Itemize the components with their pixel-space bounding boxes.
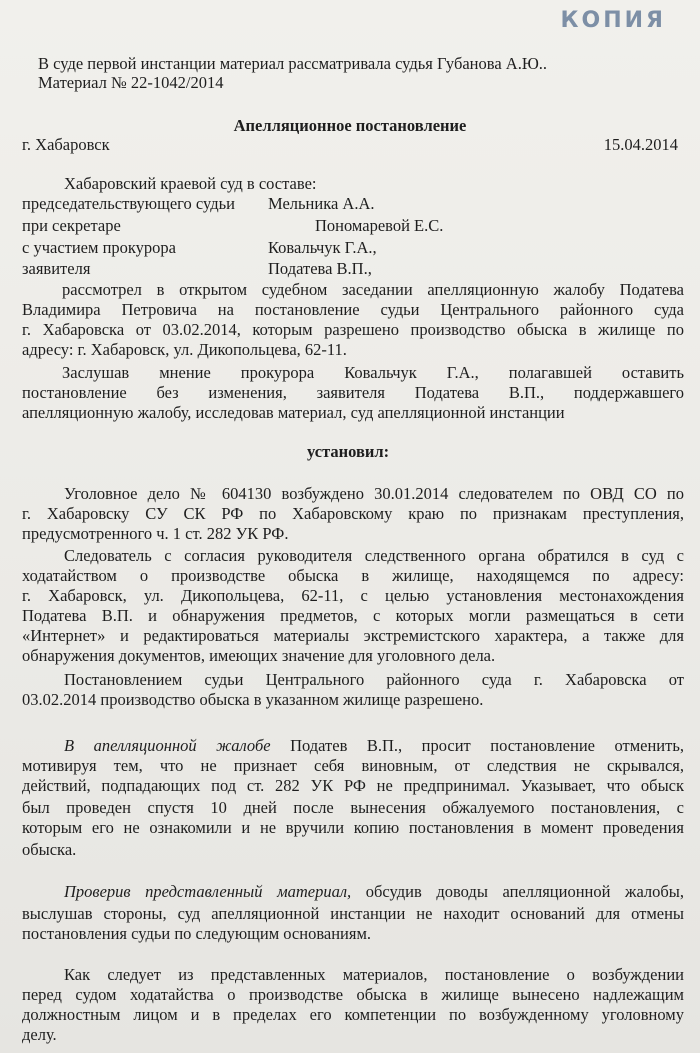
court-role: при секретаре: [22, 216, 121, 235]
header-material-number: Материал № 22-1042/2014: [38, 73, 224, 92]
paragraph-line: постановления судьи по следующим основаниям.: [22, 924, 372, 943]
paragraph-line: Следователь с согласия руководителя следственного органа обратился в суд с: [64, 546, 684, 565]
paragraph-line: апелляционную жалобу, исследовав материал, суд апелляционной инстанции: [22, 403, 565, 422]
paragraph-line: мотивируя тем, что не признает себя виновным, от следствия не скрывался,: [22, 756, 684, 775]
paragraph-line: постановление без изменения, заявителя Податева В.П., поддержавшего: [22, 383, 684, 402]
paragraph-line: обыска.: [22, 840, 77, 859]
paragraph-line: Уголовное дело № 604130 возбуждено 30.01.2014 следователем по ОВД СО по: [64, 484, 684, 503]
paragraph-line: «Интернет» и редактироваться материалы экстремистского характера, а также для: [22, 626, 684, 645]
court-person-name: Пономаревой Е.С.: [315, 216, 444, 235]
paragraph-line: 03.02.2014 производство обыска в указанном жилище разрешено.: [22, 690, 484, 709]
city: г. Хабаровск: [22, 135, 110, 154]
document-date: 15.04.2014: [603, 135, 678, 154]
review-lead-italic: Проверив представленный материал,: [64, 882, 352, 901]
paragraph-line: обнаружения документов, имеющих значение для уголовного дела.: [22, 646, 496, 665]
court-person-name: Мельника А.А.: [268, 194, 375, 213]
court-role: заявителя: [22, 259, 91, 278]
court-role: председательствующего судьи: [22, 194, 235, 213]
paragraph-line: Податева В.П. и обнаружения предметов, с которых могли размещаться в сети: [22, 606, 684, 625]
paragraph-line: должностным лицом и в пределах его компетенции по возбужденному уголовному: [22, 1005, 684, 1024]
paragraph-line: В апелляционной жалобе Податев В.П., просит постановление отменить,: [64, 736, 684, 755]
court-person-name: Ковальчук Г.А.,: [268, 238, 377, 257]
paragraph-line: предусмотренного ч. 1 ст. 282 УК РФ.: [22, 524, 289, 543]
court-composition-intro: Хабаровский краевой суд в составе:: [64, 174, 317, 193]
appeal-lead-italic: В апелляционной жалобе: [64, 736, 271, 755]
court-role: с участием прокурора: [22, 238, 177, 257]
copy-stamp: КОПИЯ: [560, 8, 666, 33]
paragraph-line: Заслушав мнение прокурора Ковальчук Г.А., полагавшей оставить: [62, 363, 684, 382]
paragraph-line: делу.: [22, 1025, 57, 1044]
paragraph-line: Проверив представленный материал, обсудив доводы апелляционной жалобы,: [64, 882, 684, 901]
established-heading: установил:: [307, 442, 390, 461]
paragraph-line: выслушав стороны, суд апелляционной инстанции не находит оснований для отмены: [22, 904, 684, 923]
paragraph-line: Постановлением судьи Центрального районного суда г. Хабаровска от: [64, 670, 684, 689]
paragraph-line: Как следует из представленных материалов, постановление о возбуждении: [64, 965, 684, 984]
paragraph-line: которым его не ознакомили и не вручили копию постановления в момент проведения: [22, 818, 684, 837]
paragraph-line: рассмотрел в открытом судебном заседании апелляционную жалобу Податева: [62, 280, 684, 299]
paragraph-line: перед судом ходатайства о производстве обыска в жилище вынесено надлежащим: [22, 985, 684, 1004]
header-judge-line: В суде первой инстанции материал рассматривала судья Губанова А.Ю..: [38, 54, 548, 73]
paragraph-line: адресу: г. Хабаровск, ул. Дикопольцева, 62-11.: [22, 340, 347, 359]
paragraph-line: ходатайством о производстве обыска в жилище, находящемся по адресу:: [22, 566, 684, 585]
paragraph-line: г. Хабаровска от 03.02.2014, которым разрешено производство обыска в жилище по: [22, 320, 684, 339]
paragraph-line: был проведен спустя 10 дней после вынесения обжалуемого постановления, с: [22, 798, 684, 817]
paragraph-line: г. Хабаровск, ул. Дикопольцева, 62-11, с целью установления местонахождения: [22, 586, 684, 605]
paragraph-line: Владимира Петровича на постановление судьи Центрального районного суда: [22, 300, 684, 319]
paragraph-line: г. Хабаровску СУ СК РФ по Хабаровскому краю по признакам преступления,: [22, 504, 684, 523]
document-title: Апелляционное постановление: [233, 116, 467, 135]
court-person-name: Податева В.П.,: [268, 259, 372, 278]
paragraph-line: действий, подпадающих под ст. 282 УК РФ не предпринимал. Указывает, что обыск: [22, 776, 684, 795]
